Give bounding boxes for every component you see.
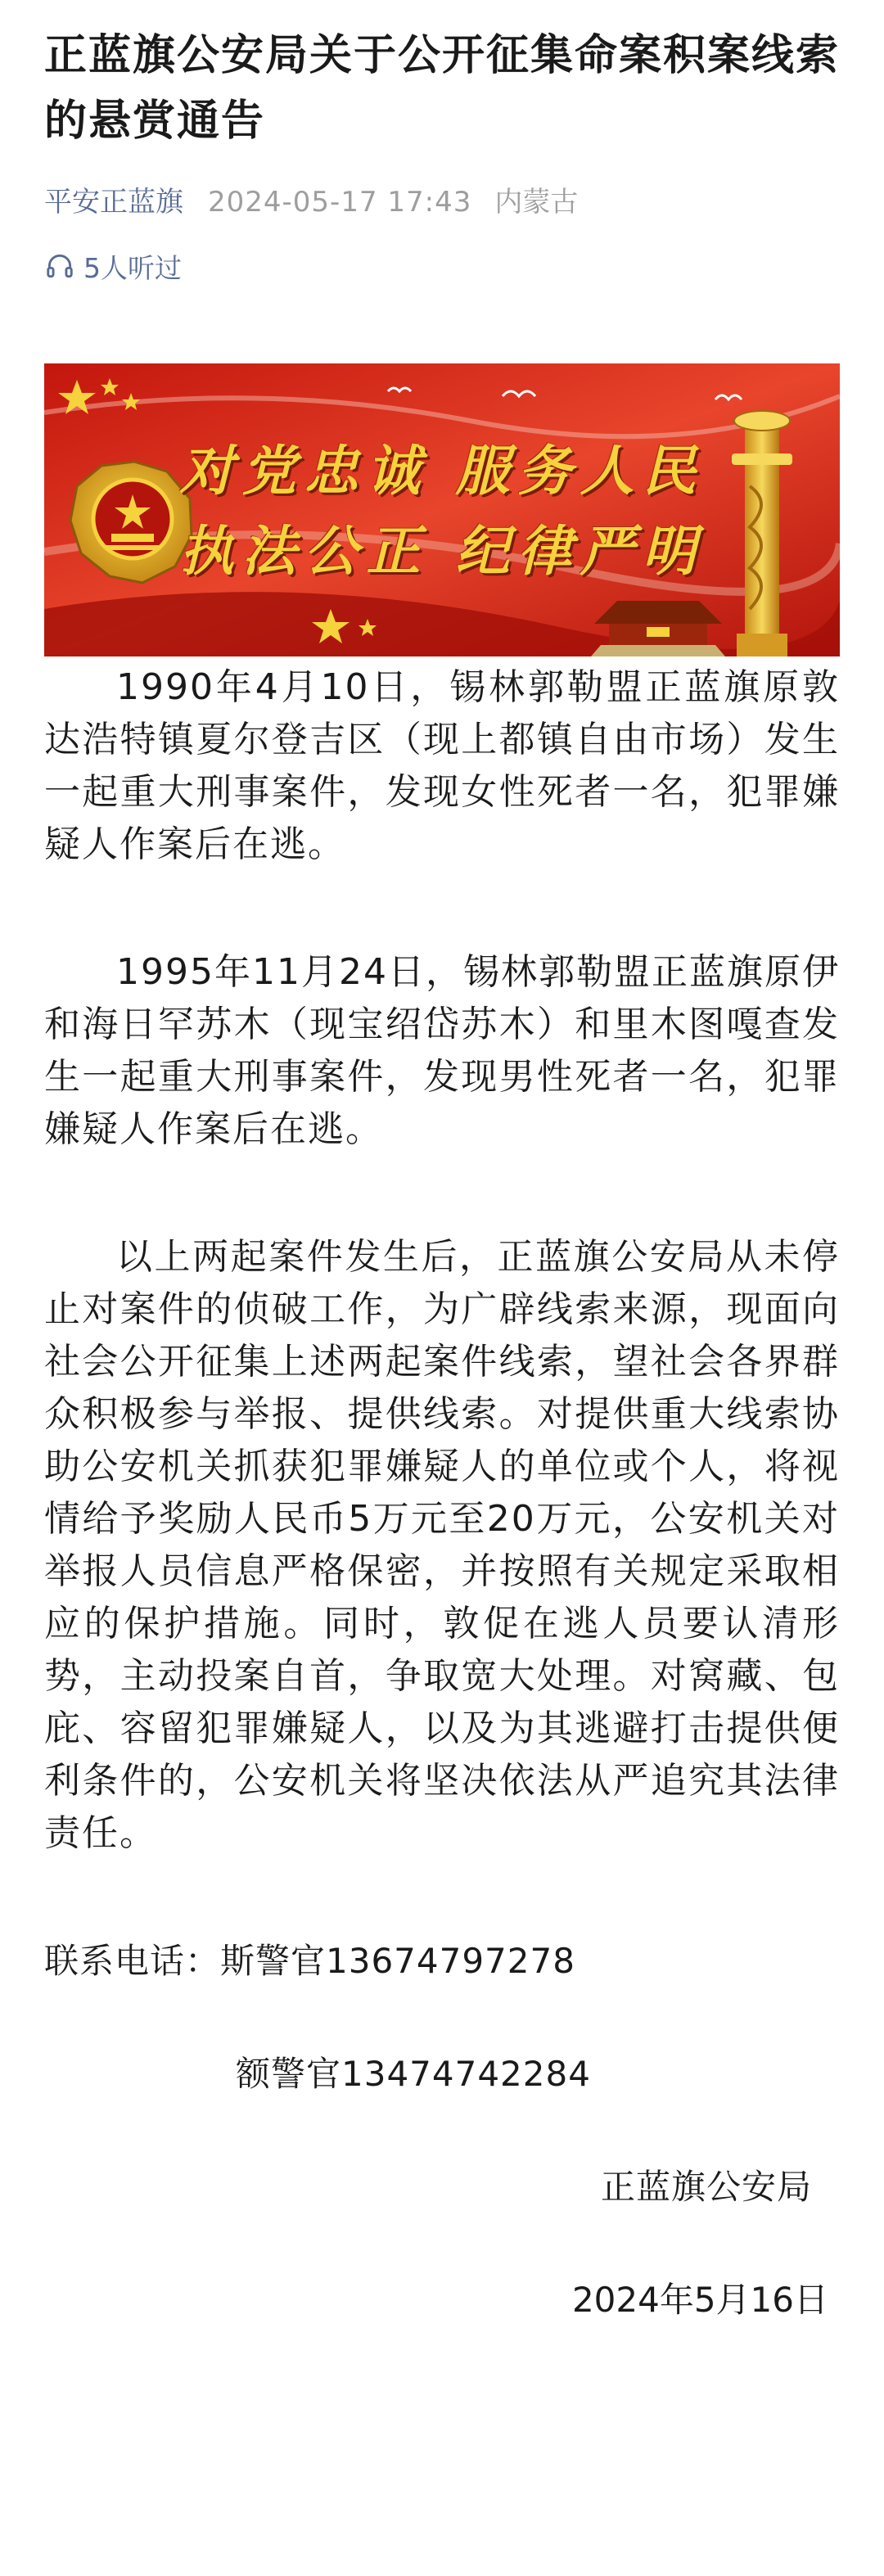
signature-date: 2024年5月16日 <box>571 2280 828 2320</box>
account-name-link[interactable]: 平安正蓝旗 <box>44 186 183 219</box>
paragraph-case-1990: 1990年4月10日，锡林郭勒盟正蓝旗原敦达浩特镇夏尔登吉区（现上都镇自由市场）发生一起重大刑事案件，发现女性死者一名，犯罪嫌疑人作案后在逃。 <box>44 666 840 865</box>
banner-slogan-line2: 执法公正 纪律严明 <box>179 519 705 583</box>
article-meta <box>44 182 840 223</box>
signature-org: 正蓝旗公安局 <box>600 2167 812 2207</box>
gate-building-icon <box>591 601 725 656</box>
banner-image <box>44 363 840 656</box>
paragraph-reward-notice: 以上两起案件发生后，正蓝旗公安局从未停止对案件的侦破工作，为广辟线索来源，现面向社会公开征集上述两起案件线索，望社会各界群众积极参与举报、提供线索。对提供重大线索协助公安机关抓获犯罪嫌疑人的单位或个人，将视情给予奖励人民币5万元至20万元，公安机关对举报人员信息严格保密，并按照有关规定采取相应的保护措施。同时，敦促在逃人员要认清形势，主动投案自首，争取宽大处理。对窝藏、包庇、容留犯罪嫌疑人，以及为其逃避打击提供便利条件的，公安机关将坚决依法从严追究其法律责任。 <box>44 1236 840 1854</box>
publish-region: 内蒙古 <box>494 186 579 219</box>
banner-slogan-line1: 对党忠诚 服务人民 <box>179 439 705 503</box>
paragraph-case-1995: 1995年11月24日，锡林郭勒盟正蓝旗原伊和海日罕苏木（现宝绍岱苏木）和里木图嘎查发生一起重大刑事案件，发现男性死者一名，犯罪嫌疑人作案后在逃。 <box>44 951 840 1150</box>
listen-count: 5人听过 <box>83 251 182 284</box>
publish-time: 2024-05-17 17:43 <box>208 186 472 219</box>
article <box>44 0 840 2326</box>
article-title: 正蓝旗公安局关于公开征集命案积案线索的悬赏通告 <box>44 31 841 146</box>
headphones-icon <box>44 250 75 282</box>
contact-phone-2: 额警官13474742284 <box>236 2054 591 2094</box>
contact-phone-1: 联系电话：斯警官13674797278 <box>44 1941 575 1981</box>
listen-button[interactable] <box>44 246 840 286</box>
